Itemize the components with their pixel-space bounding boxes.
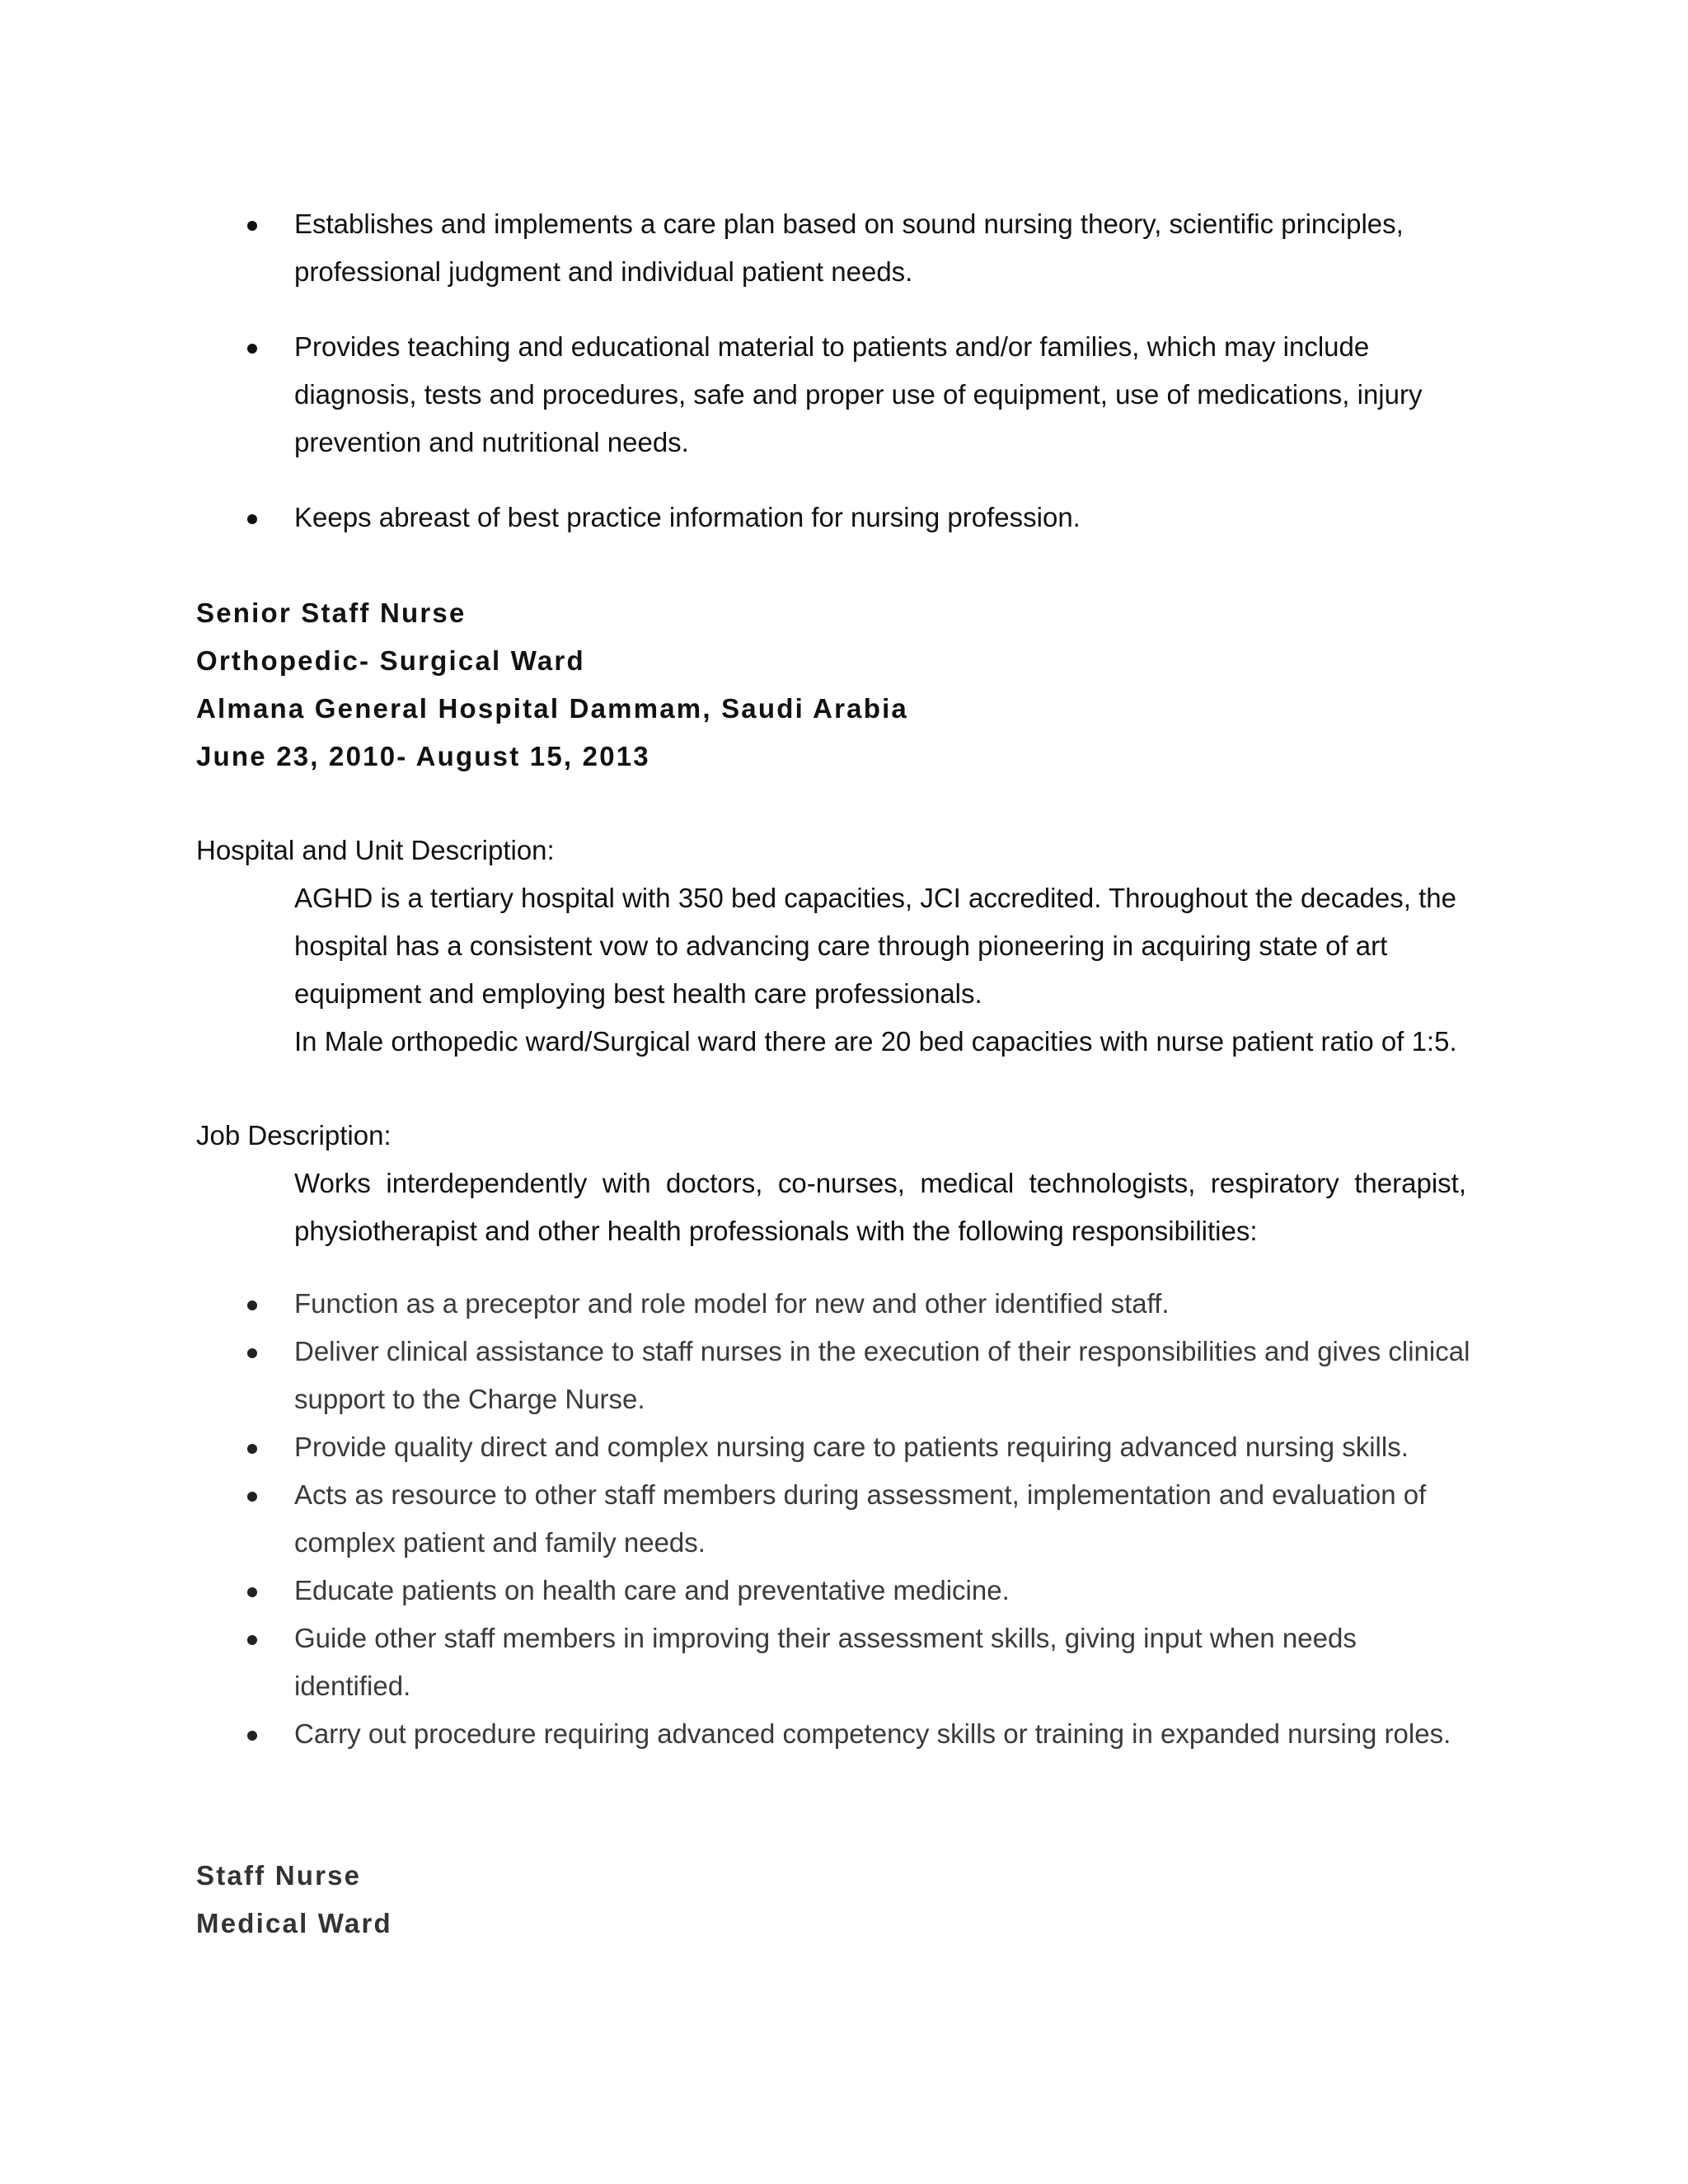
list-item (0, 494, 1473, 541)
list-item (0, 1567, 1473, 1615)
bullet-icon (247, 1492, 257, 1502)
bullet-icon (247, 1587, 257, 1597)
unit-name: Medical Ward (196, 1908, 392, 1938)
position-heading (196, 589, 908, 780)
list-item (0, 1423, 1473, 1471)
position-heading-2 (196, 1852, 392, 1947)
hospital-description-text (294, 874, 1466, 1066)
job-title: Senior Staff Nurse (196, 598, 467, 628)
unit-description-paragraph: In Male orthopedic ward/Surgical ward there are 20 bed capacities with nurse patient ratio of 1:5. (294, 1026, 1457, 1057)
bullet-icon (247, 344, 257, 354)
hospital-description-paragraph: AGHD is a tertiary hospital with 350 bed capacities, JCI accredited. Throughout the decades, the hospital has a consistent vow to advancing care through pioneering in acquiring state of art equipment and employing best health care professionals. (294, 883, 1456, 1009)
unit-name: Orthopedic- Surgical Ward (196, 645, 585, 676)
list-item-text: Function as a preceptor and role model for new and other identified staff. (294, 1288, 1170, 1319)
list-item-text: Guide other staff members in improving their assessment skills, giving input when needs identified. (294, 1623, 1357, 1701)
bullet-icon (247, 1731, 257, 1741)
list-item (0, 1471, 1473, 1567)
list-item-text: Deliver clinical assistance to staff nurses in the execution of their responsibilities and gives clinical support to the Charge Nurse. (294, 1336, 1470, 1414)
bullet-icon (247, 1348, 257, 1358)
job-title: Staff Nurse (196, 1860, 362, 1891)
job-description-intro (294, 1160, 1466, 1255)
list-item (0, 1615, 1473, 1710)
bullet-icon (247, 1444, 257, 1454)
list-item-text: Keeps abreast of best practice information for nursing profession. (294, 502, 1081, 532)
list-item (0, 1280, 1473, 1328)
bullet-icon (247, 514, 257, 524)
list-item (0, 1328, 1473, 1423)
employer-name: Almana General Hospital Dammam, Saudi Arabia (196, 693, 908, 724)
list-item (0, 200, 1473, 296)
list-item-text: Carry out procedure requiring advanced competency skills or training in expanded nursing roles. (294, 1718, 1451, 1749)
list-item-text: Educate patients on health care and preventative medicine. (294, 1575, 1010, 1605)
hospital-description-label: Hospital and Unit Description: (196, 835, 555, 865)
job-description-intro-text: Works interdependently with doctors, co-nurses, medical technologists, respiratory therapist, physiotherapist and other health professionals with the following responsibilities: (294, 1168, 1466, 1246)
responsibilities-list (0, 1280, 1473, 1758)
bullet-icon (247, 1635, 257, 1645)
job-description-label: Job Description: (196, 1120, 392, 1151)
list-item-text: Establishes and implements a care plan based on sound nursing theory, scientific principles, professional judgment and individual patient needs. (294, 209, 1404, 287)
list-item (0, 1710, 1473, 1758)
list-item-text: Provides teaching and educational material to patients and/or families, which may include diagnosis, tests and procedures, safe and proper use of equipment, use of medications, injury prevention and nutritional needs. (294, 331, 1423, 457)
bullet-icon (247, 221, 257, 231)
list-item-text: Acts as resource to other staff members during assessment, implementation and evaluation of complex patient and family needs. (294, 1479, 1427, 1558)
top-bullet-list (0, 200, 1473, 569)
employment-dates: June 23, 2010- August 15, 2013 (196, 741, 650, 771)
bullet-icon (247, 1301, 257, 1310)
list-item (0, 323, 1473, 466)
list-item-text: Provide quality direct and complex nursing care to patients requiring advanced nursing skills. (294, 1432, 1409, 1462)
